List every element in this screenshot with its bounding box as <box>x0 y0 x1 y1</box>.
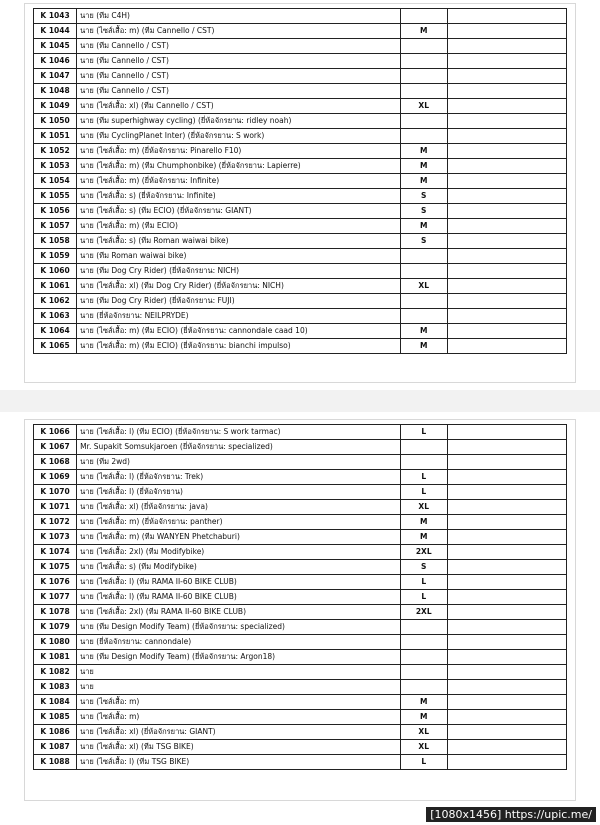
bib-code-cell: K 1068 <box>34 455 77 470</box>
shirt-size-cell: M <box>400 219 447 234</box>
shirt-size-cell: M <box>400 144 447 159</box>
shirt-size-cell <box>400 69 447 84</box>
blank-cell <box>447 129 566 144</box>
shirt-size-cell <box>400 620 447 635</box>
table-row <box>34 84 567 99</box>
participant-details-cell: นาย (ทีม Dog Cry Rider) (ยี่ห้อจักรยาน: NICH) <box>77 264 401 279</box>
participant-details-cell: นาย (ทีม Cannello / CST) <box>77 69 401 84</box>
participant-details-cell: นาย (ไซส์เสื้อ: l) (ยี่ห้อจักรยาน: Trek) <box>77 470 401 485</box>
bib-code-cell: K 1050 <box>34 114 77 129</box>
bib-code-cell: K 1072 <box>34 515 77 530</box>
bib-code-cell: K 1084 <box>34 695 77 710</box>
blank-cell <box>447 560 566 575</box>
participant-details-cell: นาย (ไซส์เสื้อ: m) (ทีม ECIO) <box>77 219 401 234</box>
bib-code-cell: K 1069 <box>34 470 77 485</box>
table-row <box>34 309 567 324</box>
shirt-size-cell <box>400 665 447 680</box>
shirt-size-cell <box>400 84 447 99</box>
table-row <box>34 189 567 204</box>
shirt-size-cell: M <box>400 515 447 530</box>
participant-details-cell: นาย (ทีม Roman waiwai bike) <box>77 249 401 264</box>
bib-code-cell: K 1081 <box>34 650 77 665</box>
bib-code-cell: K 1078 <box>34 605 77 620</box>
participant-details-cell: นาย (ทีม C4H) <box>77 9 401 24</box>
shirt-size-cell <box>400 455 447 470</box>
bib-code-cell: K 1077 <box>34 590 77 605</box>
table-row <box>34 174 567 189</box>
blank-cell <box>447 144 566 159</box>
bib-code-cell: K 1087 <box>34 740 77 755</box>
shirt-size-cell: L <box>400 485 447 500</box>
registration-table-2 <box>33 424 567 770</box>
bib-code-cell: K 1051 <box>34 129 77 144</box>
bib-code-cell: K 1080 <box>34 635 77 650</box>
blank-cell <box>447 114 566 129</box>
blank-cell <box>447 425 566 440</box>
participant-details-cell: นาย (ยี่ห้อจักรยาน: cannondale) <box>77 635 401 650</box>
participant-details-cell: นาย (ทีม CyclingPlanet Inter) (ยี่ห้อจักรยาน: S work) <box>77 129 401 144</box>
participant-details-cell: นาย (ไซส์เสื้อ: l) (ยี่ห้อจักรยาน) <box>77 485 401 500</box>
participant-details-cell: นาย (ไซส์เสื้อ: l) (ทีม TSG BIKE) <box>77 755 401 770</box>
blank-cell <box>447 84 566 99</box>
shirt-size-cell <box>400 440 447 455</box>
bib-code-cell: K 1061 <box>34 279 77 294</box>
shirt-size-cell <box>400 294 447 309</box>
participant-details-cell: นาย (ไซส์เสื้อ: s) (ยี่ห้อจักรยาน: Infinite) <box>77 189 401 204</box>
table-row <box>34 530 567 545</box>
blank-cell <box>447 455 566 470</box>
participant-details-cell: นาย (ไซส์เสื้อ: m) (ทีม WANYEN Phetchaburi) <box>77 530 401 545</box>
shirt-size-cell: M <box>400 530 447 545</box>
participant-details-cell: นาย (ทีม Dog Cry Rider) (ยี่ห้อจักรยาน: FUJI) <box>77 294 401 309</box>
table-row <box>34 710 567 725</box>
blank-cell <box>447 515 566 530</box>
bib-code-cell: K 1053 <box>34 159 77 174</box>
shirt-size-cell: L <box>400 425 447 440</box>
participant-details-cell: นาย (ไซส์เสื้อ: s) (ทีม ECIO) (ยี่ห้อจักรยาน: GIANT) <box>77 204 401 219</box>
participant-details-cell: นาย (ไซส์เสื้อ: xl) (ทีม Cannello / CST) <box>77 99 401 114</box>
shirt-size-cell <box>400 39 447 54</box>
blank-cell <box>447 485 566 500</box>
participant-details-cell: นาย (ไซส์เสื้อ: m) (ทีม Chumphonbike) (ยี่ห้อจักรยาน: Lapierre) <box>77 159 401 174</box>
participant-details-cell: นาย (ไซส์เสื้อ: xl) (ทีม TSG BIKE) <box>77 740 401 755</box>
table-row <box>34 665 567 680</box>
table-row <box>34 234 567 249</box>
table-row <box>34 650 567 665</box>
bib-code-cell: K 1043 <box>34 9 77 24</box>
shirt-size-cell: 2XL <box>400 545 447 560</box>
shirt-size-cell: S <box>400 560 447 575</box>
participant-details-cell: นาย (ทีม Cannello / CST) <box>77 54 401 69</box>
bib-code-cell: K 1063 <box>34 309 77 324</box>
blank-cell <box>447 189 566 204</box>
table-row <box>34 339 567 354</box>
bib-code-cell: K 1054 <box>34 174 77 189</box>
blank-cell <box>447 755 566 770</box>
registration-table-1 <box>33 8 567 354</box>
blank-cell <box>447 695 566 710</box>
shirt-size-cell: L <box>400 590 447 605</box>
blank-cell <box>447 650 566 665</box>
participant-details-cell: นาย (ไซส์เสื้อ: m) (ยี่ห้อจักรยาน: panther) <box>77 515 401 530</box>
table-row <box>34 680 567 695</box>
table-row <box>34 695 567 710</box>
shirt-size-cell <box>400 650 447 665</box>
bib-code-cell: K 1070 <box>34 485 77 500</box>
blank-cell <box>447 279 566 294</box>
shirt-size-cell: L <box>400 755 447 770</box>
table-row <box>34 620 567 635</box>
bib-code-cell: K 1055 <box>34 189 77 204</box>
table-row <box>34 99 567 114</box>
participant-details-cell: นาย (ไซส์เสื้อ: m) (ทีม ECIO) (ยี่ห้อจักรยาน: cannondale caad 10) <box>77 324 401 339</box>
shirt-size-cell: S <box>400 204 447 219</box>
bib-code-cell: K 1076 <box>34 575 77 590</box>
participant-details-cell: นาย (ไซส์เสื้อ: xl) (ยี่ห้อจักรยาน: java) <box>77 500 401 515</box>
participant-details-cell: นาย (ทีม Cannello / CST) <box>77 84 401 99</box>
shirt-size-cell: S <box>400 234 447 249</box>
table-row <box>34 69 567 84</box>
table-row <box>34 440 567 455</box>
table-row <box>34 725 567 740</box>
bib-code-cell: K 1048 <box>34 84 77 99</box>
document-page-2 <box>25 420 575 800</box>
blank-cell <box>447 740 566 755</box>
blank-cell <box>447 605 566 620</box>
blank-cell <box>447 234 566 249</box>
shirt-size-cell <box>400 249 447 264</box>
participant-details-cell: นาย (ไซส์เสื้อ: s) (ทีม Modifybike) <box>77 560 401 575</box>
bib-code-cell: K 1071 <box>34 500 77 515</box>
blank-cell <box>447 680 566 695</box>
blank-cell <box>447 9 566 24</box>
blank-cell <box>447 530 566 545</box>
table-row <box>34 635 567 650</box>
table-row <box>34 129 567 144</box>
participant-details-cell: นาย (ทีม Design Modify Team) (ยี่ห้อจักรยาน: specialized) <box>77 620 401 635</box>
participant-details-cell: นาย (ไซส์เสื้อ: m) <box>77 710 401 725</box>
bib-code-cell: K 1058 <box>34 234 77 249</box>
shirt-size-cell: XL <box>400 725 447 740</box>
shirt-size-cell: XL <box>400 500 447 515</box>
blank-cell <box>447 440 566 455</box>
shirt-size-cell: M <box>400 24 447 39</box>
blank-cell <box>447 725 566 740</box>
shirt-size-cell: XL <box>400 740 447 755</box>
participant-details-cell: นาย (ไซส์เสื้อ: xl) (ทีม Dog Cry Rider) (ยี่ห้อจักรยาน: NICH) <box>77 279 401 294</box>
bib-code-cell: K 1047 <box>34 69 77 84</box>
table-row <box>34 485 567 500</box>
blank-cell <box>447 545 566 560</box>
blank-cell <box>447 575 566 590</box>
shirt-size-cell: M <box>400 324 447 339</box>
blank-cell <box>447 219 566 234</box>
table-row <box>34 545 567 560</box>
participant-details-cell: นาย (ไซส์เสื้อ: 2xl) (ทีม RAMA II-60 BIKE CLUB) <box>77 605 401 620</box>
blank-cell <box>447 294 566 309</box>
shirt-size-cell: 2XL <box>400 605 447 620</box>
table-row <box>34 114 567 129</box>
bib-code-cell: K 1088 <box>34 755 77 770</box>
table-row <box>34 9 567 24</box>
participant-details-cell: นาย (ทีม Cannello / CST) <box>77 39 401 54</box>
table-row <box>34 470 567 485</box>
blank-cell <box>447 665 566 680</box>
registration-table-body-1 <box>34 9 567 354</box>
participant-details-cell: นาย (ไซส์เสื้อ: m) <box>77 695 401 710</box>
shirt-size-cell: M <box>400 695 447 710</box>
shirt-size-cell: L <box>400 470 447 485</box>
shirt-size-cell: M <box>400 710 447 725</box>
table-row <box>34 560 567 575</box>
table-row <box>34 324 567 339</box>
bib-code-cell: K 1059 <box>34 249 77 264</box>
blank-cell <box>447 174 566 189</box>
shirt-size-cell: M <box>400 174 447 189</box>
participant-details-cell: นาย (ยี่ห้อจักรยาน: NEILPRYDE) <box>77 309 401 324</box>
table-row <box>34 249 567 264</box>
table-row <box>34 575 567 590</box>
bib-code-cell: K 1073 <box>34 530 77 545</box>
shirt-size-cell <box>400 680 447 695</box>
table-row <box>34 144 567 159</box>
table-row <box>34 755 567 770</box>
bib-code-cell: K 1052 <box>34 144 77 159</box>
participant-details-cell: นาย (ไซส์เสื้อ: l) (ทีม RAMA II-60 BIKE CLUB) <box>77 590 401 605</box>
shirt-size-cell: S <box>400 189 447 204</box>
table-row <box>34 740 567 755</box>
bib-code-cell: K 1075 <box>34 560 77 575</box>
bib-code-cell: K 1045 <box>34 39 77 54</box>
table-row <box>34 159 567 174</box>
shirt-size-cell: L <box>400 575 447 590</box>
page-separator <box>0 390 600 412</box>
table-row <box>34 515 567 530</box>
shirt-size-cell: M <box>400 339 447 354</box>
table-row <box>34 54 567 69</box>
participant-details-cell: นาย <box>77 680 401 695</box>
bib-code-cell: K 1057 <box>34 219 77 234</box>
bib-code-cell: K 1086 <box>34 725 77 740</box>
shirt-size-cell <box>400 9 447 24</box>
table-row <box>34 294 567 309</box>
blank-cell <box>447 324 566 339</box>
bib-code-cell: K 1085 <box>34 710 77 725</box>
table-row <box>34 264 567 279</box>
blank-cell <box>447 500 566 515</box>
bib-code-cell: K 1044 <box>34 24 77 39</box>
shirt-size-cell <box>400 54 447 69</box>
table-row <box>34 605 567 620</box>
shirt-size-cell: XL <box>400 99 447 114</box>
participant-details-cell: นาย <box>77 665 401 680</box>
registration-table-body-2 <box>34 425 567 770</box>
shirt-size-cell <box>400 635 447 650</box>
table-row <box>34 425 567 440</box>
blank-cell <box>447 264 566 279</box>
blank-cell <box>447 620 566 635</box>
blank-cell <box>447 710 566 725</box>
blank-cell <box>447 39 566 54</box>
participant-details-cell: Mr. Supakit Somsukjaroen (ยี่ห้อจักรยาน: specialized) <box>77 440 401 455</box>
table-row <box>34 279 567 294</box>
blank-cell <box>447 69 566 84</box>
blank-cell <box>447 54 566 69</box>
bib-code-cell: K 1060 <box>34 264 77 279</box>
table-row <box>34 39 567 54</box>
bib-code-cell: K 1067 <box>34 440 77 455</box>
blank-cell <box>447 590 566 605</box>
shirt-size-cell: XL <box>400 279 447 294</box>
shirt-size-cell <box>400 129 447 144</box>
shirt-size-cell <box>400 309 447 324</box>
table-row <box>34 590 567 605</box>
table-row <box>34 455 567 470</box>
blank-cell <box>447 635 566 650</box>
table-row <box>34 500 567 515</box>
bib-code-cell: K 1049 <box>34 99 77 114</box>
bib-code-cell: K 1062 <box>34 294 77 309</box>
bib-code-cell: K 1046 <box>34 54 77 69</box>
participant-details-cell: นาย (ทีม 2wd) <box>77 455 401 470</box>
document-page-1 <box>25 4 575 382</box>
shirt-size-cell: M <box>400 159 447 174</box>
bib-code-cell: K 1082 <box>34 665 77 680</box>
table-row <box>34 24 567 39</box>
bib-code-cell: K 1064 <box>34 324 77 339</box>
blank-cell <box>447 99 566 114</box>
blank-cell <box>447 470 566 485</box>
bib-code-cell: K 1066 <box>34 425 77 440</box>
participant-details-cell: นาย (ไซส์เสื้อ: l) (ทีม ECIO) (ยี่ห้อจักรยาน: S work tarmac) <box>77 425 401 440</box>
bib-code-cell: K 1079 <box>34 620 77 635</box>
participant-details-cell: นาย (ไซส์เสื้อ: m) (ทีม ECIO) (ยี่ห้อจักรยาน: bianchi impulso) <box>77 339 401 354</box>
blank-cell <box>447 24 566 39</box>
participant-details-cell: นาย (ทีม Design Modify Team) (ยี่ห้อจักรยาน: Argon18) <box>77 650 401 665</box>
bib-code-cell: K 1056 <box>34 204 77 219</box>
blank-cell <box>447 339 566 354</box>
blank-cell <box>447 309 566 324</box>
participant-details-cell: นาย (ไซส์เสื้อ: 2xl) (ทีม Modifybike) <box>77 545 401 560</box>
table-row <box>34 219 567 234</box>
blank-cell <box>447 159 566 174</box>
participant-details-cell: นาย (ไซส์เสื้อ: m) (ยี่ห้อจักรยาน: Pinarello F10) <box>77 144 401 159</box>
shirt-size-cell <box>400 114 447 129</box>
participant-details-cell: นาย (ไซส์เสื้อ: xl) (ยี่ห้อจักรยาน: GIANT) <box>77 725 401 740</box>
table-row <box>34 204 567 219</box>
blank-cell <box>447 204 566 219</box>
participant-details-cell: นาย (ไซส์เสื้อ: m) (ยี่ห้อจักรยาน: Infinite) <box>77 174 401 189</box>
bib-code-cell: K 1074 <box>34 545 77 560</box>
bib-code-cell: K 1065 <box>34 339 77 354</box>
participant-details-cell: นาย (ทีม superhighway cycling) (ยี่ห้อจักรยาน: ridley noah) <box>77 114 401 129</box>
participant-details-cell: นาย (ไซส์เสื้อ: l) (ทีม RAMA II-60 BIKE CLUB) <box>77 575 401 590</box>
image-host-watermark: [1080x1456] https://upic.me/ <box>426 807 596 822</box>
blank-cell <box>447 249 566 264</box>
participant-details-cell: นาย (ไซส์เสื้อ: m) (ทีม Cannello / CST) <box>77 24 401 39</box>
participant-details-cell: นาย (ไซส์เสื้อ: s) (ทีม Roman waiwai bike) <box>77 234 401 249</box>
shirt-size-cell <box>400 264 447 279</box>
bib-code-cell: K 1083 <box>34 680 77 695</box>
